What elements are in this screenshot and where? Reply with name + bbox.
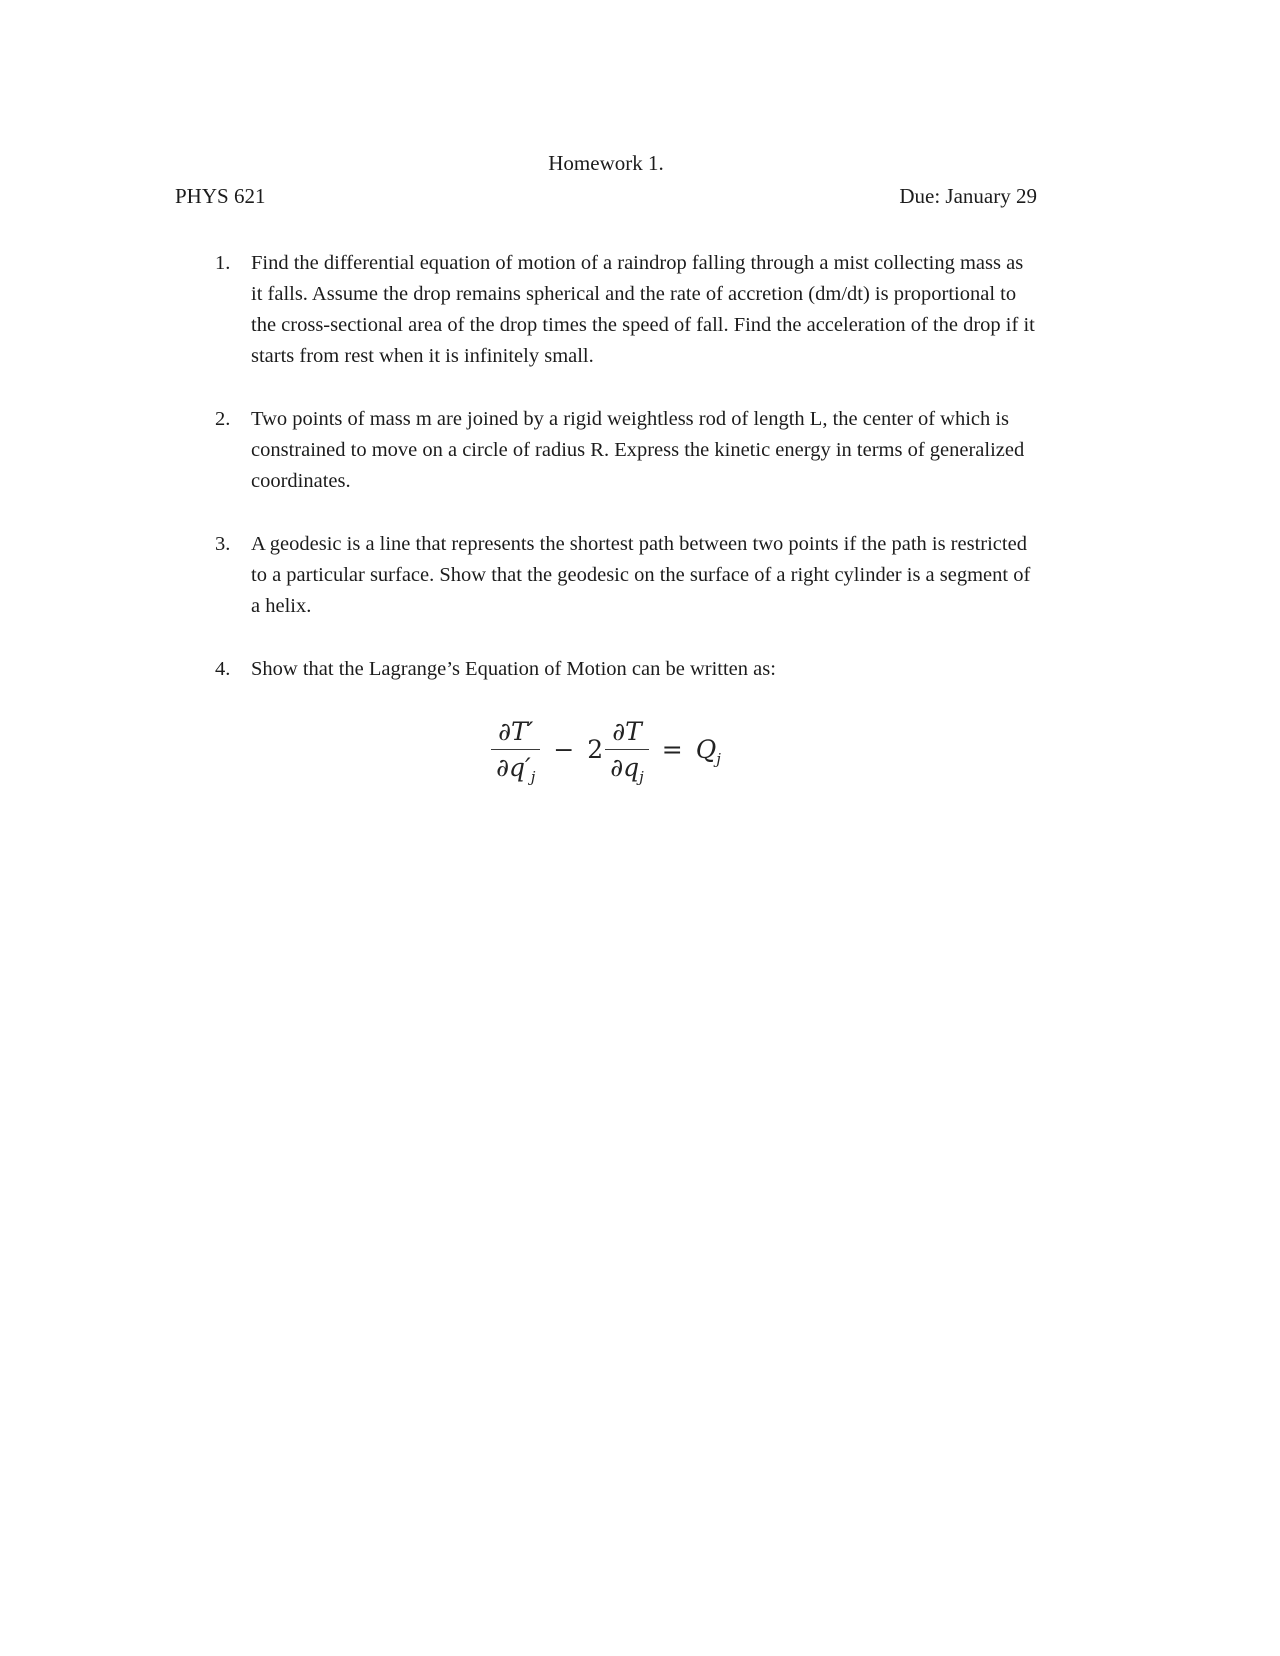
- problem-item-1: [175, 248, 1037, 372]
- fraction-numerator: ∂T: [612, 717, 642, 746]
- due-date: Due: January 29: [899, 184, 1037, 208]
- denominator-subscript: j: [639, 768, 644, 786]
- problem-number: 2.: [215, 408, 231, 430]
- equation-rhs: [695, 735, 721, 768]
- problem-text: A geodesic is a line that represents the shortest path between two points if the path is restricted to a particular surface. Show that the geodesic on the surface of a right cylinder is a segment of a helix.: [251, 533, 1031, 617]
- course-code: PHYS 621: [175, 184, 266, 208]
- fraction-denominator: [491, 749, 540, 786]
- coefficient: 2: [587, 735, 604, 764]
- document-header: [175, 181, 1037, 212]
- denominator-base: ∂q′: [496, 753, 531, 782]
- rhs-subscript: j: [716, 750, 721, 768]
- problem-number: 4.: [215, 658, 231, 680]
- equation-fraction-1: [491, 717, 540, 786]
- rhs-base: Q: [695, 735, 717, 764]
- page-title: Homework 1.: [548, 151, 664, 175]
- denominator-subscript: j: [530, 768, 536, 786]
- problem-text: Two points of mass m are joined by a rigid weightless rod of length L, the center of which is constrained to move on a circle of radius R. Express the kinetic energy in terms of generalized coordinates.: [251, 408, 1025, 492]
- equals-sign: =: [661, 735, 683, 764]
- minus-operator: −: [553, 735, 575, 764]
- problem-list: [175, 248, 1037, 685]
- fraction-numerator: ∂T′: [498, 717, 534, 746]
- problem-number: 1.: [215, 252, 231, 274]
- fraction-denominator: [605, 749, 649, 786]
- problem-text: Show that the Lagrange’s Equation of Motion can be written as:: [251, 658, 776, 680]
- problem-item-2: [175, 404, 1037, 497]
- problem-item-3: [175, 529, 1037, 622]
- problem-item-4: [175, 654, 1037, 685]
- denominator-base: ∂q: [610, 753, 640, 782]
- lagrange-equation: [175, 717, 1037, 786]
- equation-fraction-2: [605, 717, 649, 786]
- problem-text: Find the differential equation of motion of a raindrop falling through a mist collecting mass as it falls. Assume the drop remains spherical and the rate of accretion (dm/dt) is proportional to the cross-sectional area of the drop times the speed of fall. Find the acceleration of the drop if it starts from rest when it is infinitely small.: [251, 252, 1035, 367]
- problem-number: 3.: [215, 533, 231, 555]
